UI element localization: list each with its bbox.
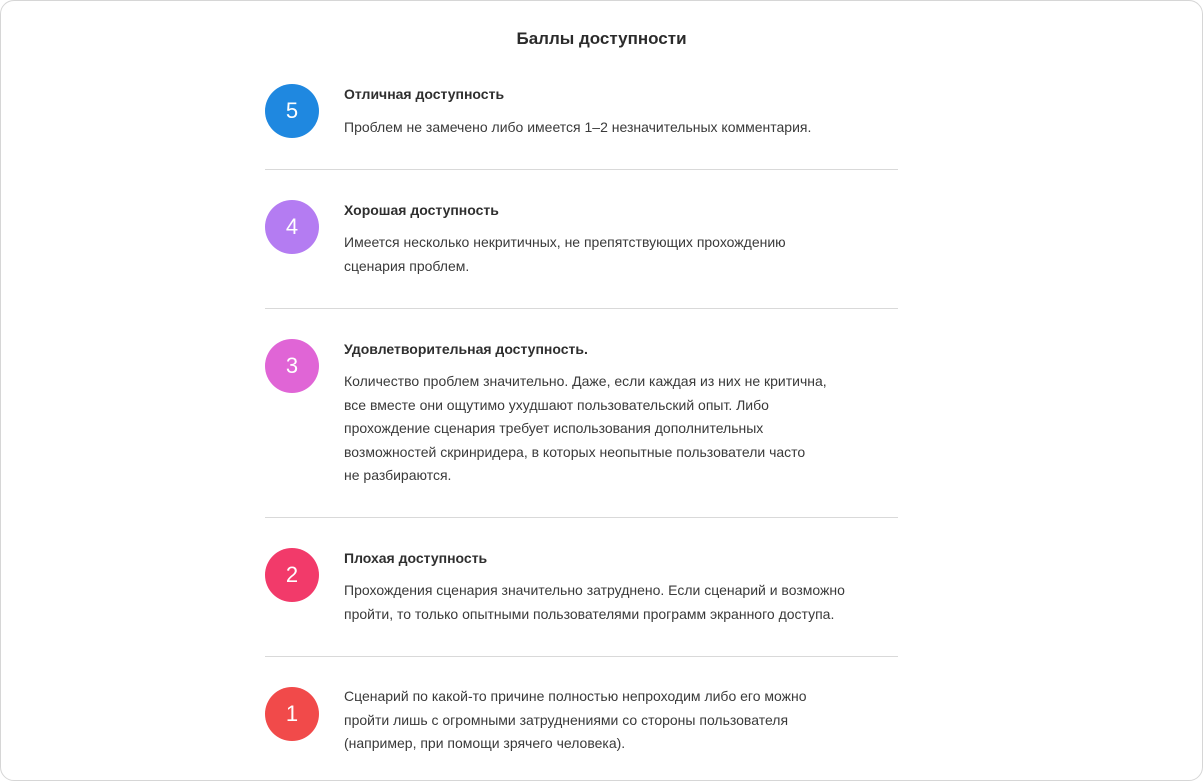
page-title: Баллы доступности (516, 29, 687, 48)
score-description-line: все вместе они ощутимо ухудшают пользовательский опыт. Либо (344, 396, 769, 413)
score-description-line: прохождение сценария требует использования дополнительных (344, 420, 764, 436)
score-description-line: Проблем не замечено либо имеется 1–2 незначительных комментария. (344, 119, 812, 135)
divider (265, 169, 898, 170)
divider (265, 517, 898, 518)
score-badge: 5 (265, 84, 319, 138)
score-badge: 3 (265, 339, 319, 393)
score-badge: 4 (265, 200, 319, 254)
score-badge: 2 (265, 548, 319, 602)
score-heading: Удовлетворительная доступность. (344, 341, 588, 357)
score-badge: 1 (265, 687, 319, 741)
score-description-line: сценария проблем. (344, 257, 470, 274)
score-description-line: Сценарий по какой-то причине полностью непроходим либо его можно (344, 688, 807, 704)
score-description-line: пройти лишь с огромными затруднениями со стороны пользователя (344, 711, 789, 728)
score-heading: Хорошая доступность (344, 202, 499, 218)
score-description-line: (например, при помощи зрячего человека). (344, 735, 626, 751)
score-heading: Отличная доступность (344, 86, 505, 102)
divider (265, 656, 898, 657)
score-description-line: возможностей скринридера, в которых неопытные пользователи часто (344, 443, 806, 460)
divider (265, 308, 898, 309)
score-description-line: пройти, то только опытными пользователями программ экранного доступа. (344, 605, 835, 622)
score-heading: Плохая доступность (344, 550, 488, 566)
score-description-line: не разбираются. (344, 467, 452, 483)
score-description-line: Количество проблем значительно. Даже, если каждая из них не критична, (344, 373, 827, 389)
score-description-line: Прохождения сценария значительно затруднено. Если сценарий и возможно (344, 582, 845, 598)
score-description-line: Имеется несколько некритичных, не препятствующих прохождению (344, 234, 786, 250)
